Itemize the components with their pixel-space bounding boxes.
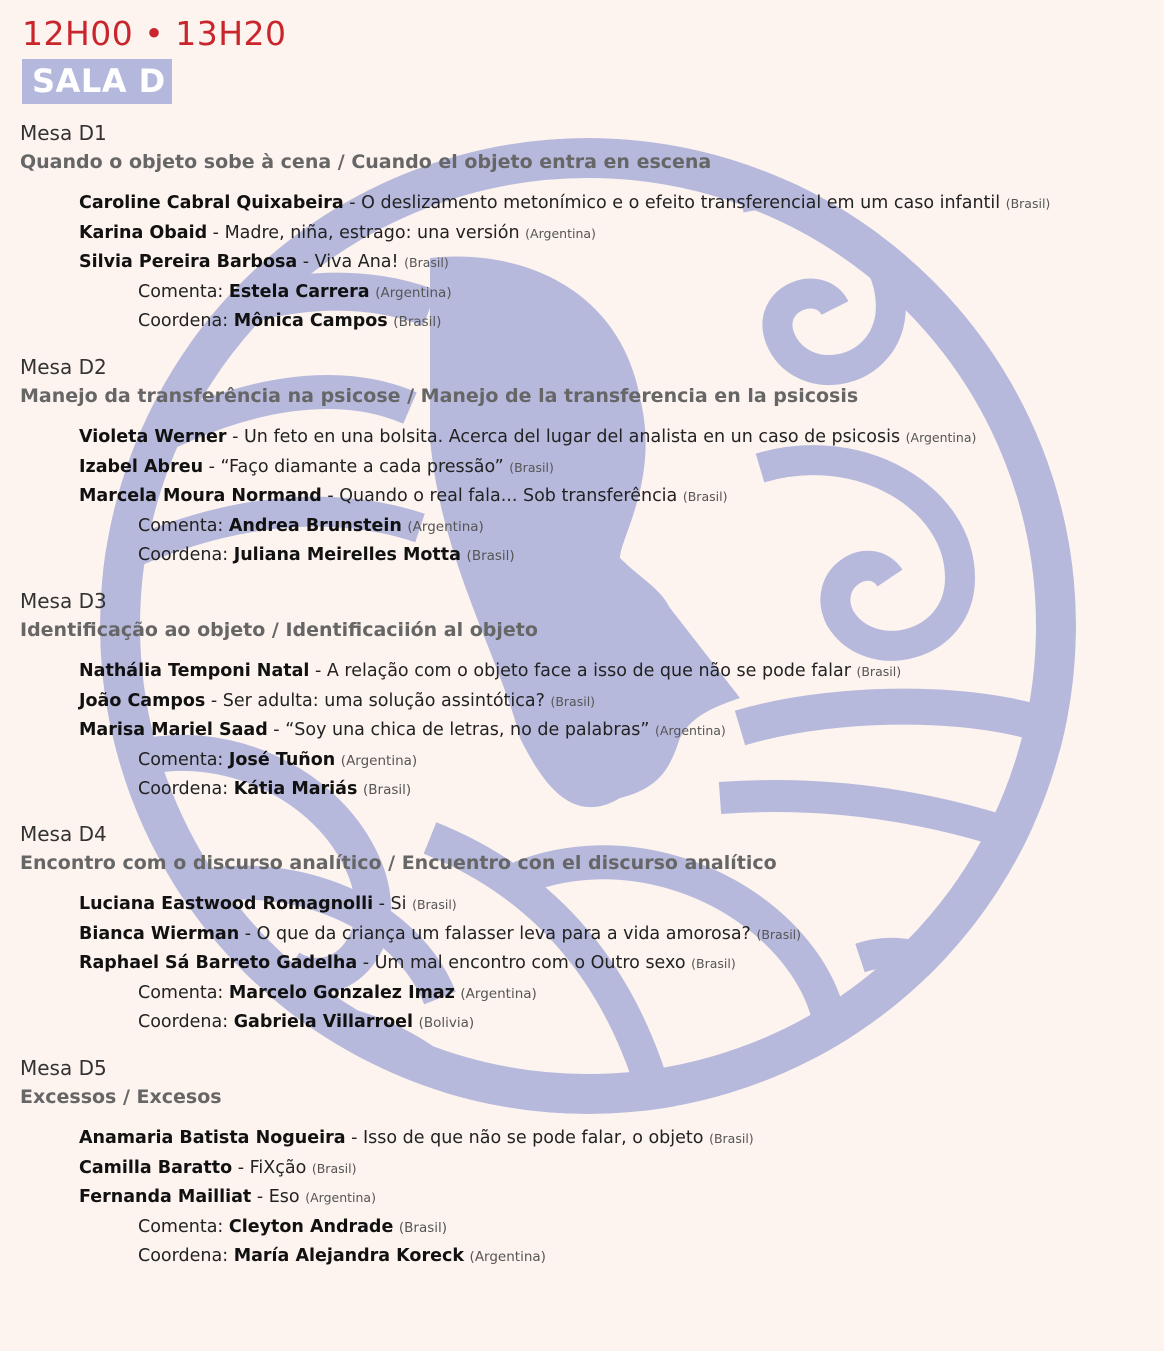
coordena-line: [20, 775, 1150, 805]
comenta-line: [20, 1213, 1150, 1243]
mesa-block: [20, 119, 1150, 337]
speaker-name: Silvia Pereira Barbosa: [79, 252, 298, 272]
talk-list: [20, 423, 1150, 571]
coordena-label: Coordena:: [138, 311, 229, 331]
speaker-country: (Brasil): [709, 1131, 754, 1146]
comenta-line: [20, 979, 1150, 1009]
comenta-label: Comenta:: [138, 749, 224, 770]
comenta-name: José Tuñon: [228, 749, 336, 770]
talk-title: Quando o real fala... Sob transferência: [339, 486, 678, 506]
talk-item: [20, 716, 1150, 746]
speaker-country: (Brasil): [691, 956, 736, 971]
comenta-label: Comenta:: [138, 1216, 224, 1237]
speaker-country: (Brasil): [509, 459, 554, 475]
speaker-country: (Brasil): [550, 693, 596, 709]
coordena-name: Kátia Mariás: [233, 779, 358, 799]
talk-list: [20, 890, 1150, 1038]
speaker-name: João Campos: [79, 690, 206, 711]
coordena-label: Coordena:: [138, 1246, 229, 1266]
comenta-name: Marcelo Gonzalez Imaz: [228, 982, 455, 1003]
speaker-name: Anamaria Batista Nogueira: [79, 1128, 346, 1148]
talk-item: [20, 1124, 1150, 1154]
speaker-name: Marcela Moura Normand: [79, 486, 322, 506]
talk-item: [20, 890, 1150, 920]
comenta-line: [20, 278, 1150, 308]
talk-item: [20, 219, 1150, 249]
mesa-title: Excessos / Excesos: [20, 1086, 222, 1108]
talk-title: Madre, niña, estrago: una versión: [224, 222, 520, 243]
talk-title: Eso: [268, 1187, 300, 1207]
coordena-label: Coordena:: [138, 779, 229, 799]
room-badge: SALA D: [22, 59, 172, 104]
mesa-block: [20, 587, 1150, 805]
speaker-country: (Argentina): [305, 1190, 376, 1205]
coordena-country: (Argentina): [469, 1249, 546, 1265]
speaker-name: Violeta Werner: [79, 427, 227, 447]
talk-item: [20, 687, 1150, 717]
talk-item: [20, 1183, 1150, 1213]
speaker-name: Raphael Sá Barreto Gadelha: [79, 953, 358, 973]
mesa-label: Mesa D2: [20, 355, 107, 379]
separator: -: [297, 252, 315, 272]
speaker-country: (Argentina): [525, 225, 596, 241]
speaker-country: (Brasil): [856, 664, 902, 679]
talk-title: O deslizamento metonímico e o efeito transferencial em um caso infantil: [361, 193, 1001, 213]
talk-title: Um mal encontro com o Outro sexo: [374, 953, 686, 973]
speaker-country: (Brasil): [1005, 196, 1051, 211]
talk-title: Viva Ana!: [314, 252, 399, 272]
coordena-label: Coordena:: [138, 1012, 229, 1032]
speaker-country: (Argentina): [905, 430, 977, 445]
coordena-line: [20, 1242, 1150, 1272]
talk-list: [20, 1124, 1150, 1272]
coordena-label: Coordena:: [138, 545, 229, 565]
separator: -: [239, 923, 257, 944]
separator: -: [203, 456, 221, 477]
talk-list: [20, 657, 1150, 805]
comenta-country: (Argentina): [340, 752, 418, 769]
speaker-country: (Brasil): [412, 897, 457, 912]
mesa-label: Mesa D3: [20, 589, 107, 613]
talk-item: [20, 423, 1150, 453]
speaker-country: (Brasil): [404, 255, 449, 270]
speaker-name: Luciana Eastwood Romagnolli: [79, 894, 374, 914]
comenta-label: Comenta:: [138, 515, 224, 536]
coordena-line: [20, 541, 1150, 571]
comenta-line: [20, 512, 1150, 542]
coordena-line: [20, 307, 1150, 337]
talk-title: O que da criança um falasser leva para a vida amorosa?: [256, 923, 751, 944]
comenta-name: Andrea Brunstein: [228, 515, 402, 536]
separator: -: [226, 427, 244, 447]
speaker-name: Fernanda Mailliat: [79, 1187, 252, 1207]
comenta-country: (Argentina): [407, 518, 484, 535]
coordena-name: María Alejandra Koreck: [233, 1246, 464, 1266]
coordena-country: (Brasil): [362, 782, 412, 798]
mesa-block: [20, 1054, 1150, 1272]
talk-item: [20, 949, 1150, 979]
talk-item: [20, 1154, 1150, 1184]
separator: -: [205, 690, 223, 711]
separator: -: [267, 720, 286, 740]
coordena-name: Gabriela Villarroel: [233, 1012, 413, 1032]
speaker-name: Nathália Temponi Natal: [79, 661, 310, 681]
speaker-country: (Argentina): [655, 723, 726, 738]
coordena-name: Mônica Campos: [233, 311, 388, 331]
comenta-label: Comenta:: [138, 281, 224, 302]
comenta-country: (Argentina): [375, 284, 452, 301]
talk-item: [20, 657, 1150, 687]
talk-title: Ser adulta: uma solução assintótica?: [222, 690, 545, 711]
coordena-name: Juliana Meirelles Motta: [233, 545, 461, 565]
separator: -: [232, 1157, 250, 1178]
talk-title: FiXção: [249, 1157, 307, 1178]
mesa-label: Mesa D1: [20, 121, 107, 145]
talk-title: Si: [390, 894, 407, 914]
speaker-name: Caroline Cabral Quixabeira: [79, 193, 344, 213]
comenta-country: (Argentina): [460, 985, 537, 1002]
speaker-name: Karina Obaid: [79, 222, 208, 243]
speaker-name: Camilla Baratto: [79, 1157, 233, 1178]
talk-title: “Soy una chica de letras, no de palabras”: [285, 720, 650, 740]
mesa-label: Mesa D5: [20, 1056, 107, 1080]
speaker-name: Bianca Wierman: [79, 923, 240, 944]
coordena-country: (Brasil): [466, 548, 515, 564]
speaker-country: (Brasil): [311, 1160, 357, 1176]
talk-item: [20, 248, 1150, 278]
mesa-title: Identificação ao objeto / Identificaciión al objeto: [20, 619, 538, 641]
talk-title: “Faço diamante a cada pressão”: [220, 456, 504, 477]
talk-list: [20, 189, 1150, 337]
comenta-name: Cleyton Andrade: [228, 1216, 394, 1237]
talk-item: [20, 189, 1150, 219]
mesa-block: [20, 820, 1150, 1038]
talk-item: [20, 453, 1150, 483]
comenta-line: [20, 746, 1150, 776]
talk-title: Isso de que não se pode falar, o objeto: [363, 1128, 704, 1148]
mesa-block: [20, 353, 1150, 571]
comenta-name: Estela Carrera: [228, 281, 370, 302]
separator: -: [343, 193, 362, 213]
speaker-country: (Brasil): [682, 489, 728, 504]
separator: -: [321, 486, 340, 506]
speaker-name: Marisa Mariel Saad: [79, 720, 268, 740]
separator: -: [251, 1187, 269, 1207]
separator: -: [357, 953, 375, 973]
mesa-label: Mesa D4: [20, 822, 107, 846]
mesa-title: Manejo da transferência na psicose / Manejo de la transferencia en la psicosis: [20, 385, 859, 407]
talk-title: Un feto en una bolsita. Acerca del lugar del analista en un caso de psicosis: [243, 427, 901, 447]
time-range: 12H00 • 13H20: [22, 14, 287, 53]
speaker-country: (Brasil): [756, 926, 802, 942]
separator: -: [345, 1128, 363, 1148]
talk-item: [20, 482, 1150, 512]
talk-item: [20, 920, 1150, 950]
mesa-title: Quando o objeto sobe à cena / Cuando el objeto entra en escena: [20, 151, 712, 173]
mesa-title: Encontro com o discurso analítico / Encuentro con el discurso analítico: [20, 852, 777, 874]
comenta-country: (Brasil): [398, 1219, 448, 1236]
comenta-label: Comenta:: [138, 982, 224, 1003]
separator: -: [373, 894, 391, 914]
coordena-country: (Brasil): [393, 314, 442, 330]
coordena-country: (Bolivia): [418, 1015, 475, 1031]
talk-title: A relação com o objeto face a isso de que não se pode falar: [326, 661, 851, 681]
separator: -: [207, 222, 225, 243]
separator: -: [309, 661, 327, 681]
coordena-line: [20, 1008, 1150, 1038]
speaker-name: Izabel Abreu: [79, 456, 204, 477]
